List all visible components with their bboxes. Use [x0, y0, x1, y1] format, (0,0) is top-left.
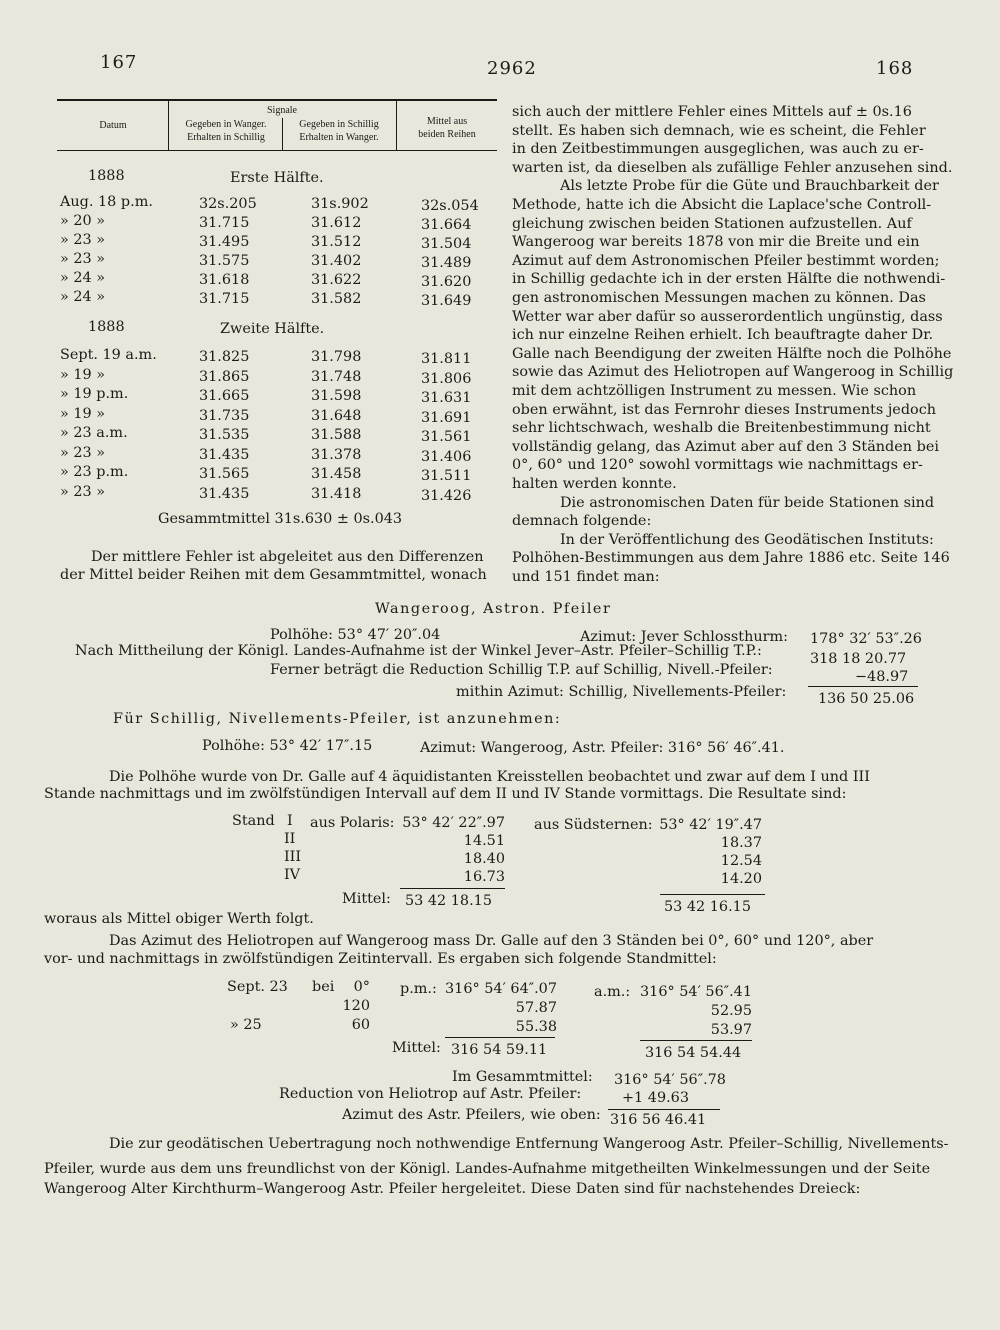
- azimut-angle: 120: [342, 998, 370, 1014]
- right-text-line: sich auch der mittlere Fehler eines Mittels auf ± 0s.16: [512, 104, 912, 120]
- table-cell-mittel: 32s.054: [421, 198, 479, 214]
- table-cell-gegeben-wanger: 31.715: [199, 291, 250, 307]
- polaris-value: 14.51: [463, 833, 505, 849]
- azimut-pfeiler-value: 316 56 46.41: [610, 1112, 707, 1128]
- azimut-pfeiler-label: Azimut des Astr. Pfeilers, wie oben:: [342, 1107, 601, 1123]
- azimut-angle: 0°: [353, 979, 370, 995]
- header-col3-line2: beiden Reihen: [418, 129, 476, 140]
- table-row-date: » 19 p.m.: [60, 386, 129, 402]
- right-text-line: mit dem achtzölligen Instrument zu messen. Wie schon: [512, 383, 917, 399]
- table-cell-mittel: 31.620: [421, 274, 472, 290]
- polaris-value: 16.73: [463, 869, 505, 885]
- azimut-am-value: 52.95: [710, 1003, 752, 1019]
- table-cell-gegeben-wanger: 31.665: [199, 388, 250, 404]
- azimut-angle: 60: [351, 1017, 370, 1033]
- table-row-date: » 23 p.m.: [60, 464, 129, 480]
- table-cell-mittel: 31.691: [421, 409, 472, 426]
- gesammt-label: Im Gesammtmittel:: [452, 1069, 593, 1085]
- polaris-stand: IV: [284, 867, 301, 883]
- table-cell-gegeben-schillig: 31.648: [311, 407, 362, 424]
- table-cell-gegeben-schillig: 31.598: [311, 388, 362, 404]
- polaris-stand: I: [287, 813, 293, 829]
- table-cell-gegeben-wanger: 31.575: [199, 253, 250, 269]
- table-row-date: » 19 »: [60, 366, 106, 383]
- wangeroog-line2-text: Nach Mittheilung der Königl. Landes-Aufnahme ist der Winkel Jever–Astr. Pfeiler–Schillig T.P.:: [75, 643, 762, 659]
- schillig-polhoehe: Polhöhe: 53° 42′ 17″.15: [202, 738, 373, 754]
- wangeroog-azimut-value: 178° 32′ 53″.26: [810, 631, 922, 647]
- right-text-line: demnach folgende:: [512, 513, 652, 530]
- table-row-date: » 23 »: [60, 483, 106, 500]
- table-cell-gegeben-wanger: 31.735: [199, 407, 250, 424]
- azimut-bei: bei: [312, 979, 335, 995]
- wangeroog-line4-text: mithin Azimut: Schillig, Nivellements-Pfeiler:: [456, 684, 787, 700]
- header-col2-line1: Gegeben in Schillig: [299, 119, 379, 130]
- polaris-stand: II: [284, 831, 296, 847]
- table-row-date: Sept. 19 a.m.: [60, 347, 157, 363]
- aus-polaris-label: aus Polaris:: [310, 815, 395, 831]
- table-cell-mittel: 31.489: [421, 255, 472, 271]
- table-cell-gegeben-schillig: 31.378: [311, 446, 362, 463]
- para3-line-1: Die zur geodätischen Uebertragung noch nothwendige Entfernung Wangeroog Astr. Pfeiler–Schillig, Nivellements-: [109, 1136, 949, 1152]
- wangeroog-azimut-label: Azimut: Jever Schlossthurm:: [580, 629, 788, 645]
- section2-year: 1888: [88, 319, 125, 335]
- gesammt-value: 316° 54′ 56″.78: [614, 1072, 726, 1088]
- header-col1-line2: Erhalten in Schillig: [187, 132, 265, 143]
- right-text-line: sehr lichtschwach, weshalb die Breitenbestimmung nicht: [512, 420, 931, 437]
- para1-line-2: Stande nachmittags und im zwölfstündigen Intervall auf dem II und IV Stande vormittags. Die Resultate sind:: [44, 786, 847, 802]
- section1-year: 1888: [88, 168, 125, 184]
- right-text-line: gleichung zwischen beiden Stationen aufzustellen. Auf: [512, 215, 912, 232]
- schillig-azimut: Azimut: Wangeroog, Astr. Pfeiler: 316° 56′ 46″.41.: [420, 740, 785, 756]
- polaris-mittel-value: 53 42 18.15: [405, 893, 492, 909]
- table-row-date: » 24 »: [60, 270, 106, 286]
- table-cell-mittel: 31.426: [421, 487, 472, 504]
- woraus-line: woraus als Mittel obiger Werth folgt.: [44, 911, 314, 927]
- azimut-mittel-am: 316 54 54.44: [645, 1045, 742, 1061]
- table-cell-mittel: 31.561: [421, 429, 472, 445]
- azimut-am-value: 316° 54′ 56″.41: [640, 984, 752, 1000]
- table-cell-gegeben-schillig: 31.582: [311, 291, 362, 307]
- table-cell-mittel: 31.511: [421, 468, 472, 484]
- table-cell-gegeben-wanger: 31.865: [199, 368, 250, 385]
- azimut-am-value: 53.97: [710, 1022, 752, 1038]
- table-row-date: » 23 »: [60, 444, 106, 461]
- table-cell-mittel: 31.406: [421, 448, 472, 465]
- right-text-line: 0°, 60° und 120° sowohl vormittags wie nachmittags er-: [512, 457, 923, 474]
- azimut-mittel-label: Mittel:: [392, 1040, 441, 1056]
- right-text-line: Polhöhen-Bestimmungen aus dem Jahre 1886 etc. Seite 146: [512, 550, 950, 567]
- table-cell-gegeben-schillig: 31.418: [311, 485, 362, 502]
- para1-line-1: Die Polhöhe wurde von Dr. Galle auf 4 äquidistanten Kreisstellen beobachtet und zwar auf dem I und III: [109, 769, 870, 785]
- polaris-stand: III: [284, 849, 302, 865]
- reduction-label: Reduction von Heliotrop auf Astr. Pfeiler:: [279, 1086, 582, 1102]
- wangeroog-line3-value: −48.97: [855, 669, 909, 685]
- table-cell-mittel: 31.631: [421, 390, 472, 406]
- wangeroog-polhoehe: Polhöhe: 53° 47′ 20″.04: [270, 627, 441, 643]
- table-cell-gegeben-schillig: 31.458: [311, 466, 362, 482]
- table-cell-gegeben-schillig: 31.748: [311, 368, 362, 385]
- table-cell-gegeben-schillig: 31.612: [311, 215, 362, 231]
- table-cell-gegeben-wanger: 31.618: [199, 272, 250, 288]
- header-signale: Signale: [267, 105, 297, 116]
- azimut-date-1: Sept. 23: [227, 979, 288, 995]
- table-row-date: » 23 »: [60, 251, 106, 267]
- para3-line-3: Wangeroog Alter Kirchthurm–Wangeroog Astr. Pfeiler hergeleitet. Diese Daten sind für nachstehendes Dreieck:: [44, 1181, 861, 1197]
- azimut-pm-value: 55.38: [515, 1019, 557, 1035]
- wangeroog-line4-value: 136 50 25.06: [818, 691, 915, 707]
- wangeroog-line2-value: 318 18 20.77: [810, 651, 907, 667]
- right-text-line: Als letzte Probe für die Güte und Brauchbarkeit der: [560, 178, 939, 195]
- right-text-line: warten ist, da dieselben als zufällige Fehler anzusehen sind.: [512, 159, 953, 176]
- left-text-line-2: der Mittel beider Reihen mit dem Gesammtmittel, wonach: [60, 567, 487, 583]
- sued-value: 12.54: [720, 853, 762, 869]
- table-cell-gegeben-wanger: 31.715: [199, 215, 250, 231]
- right-text-line: stellt. Es haben sich demnach, wie es scheint, die Fehler: [512, 122, 926, 139]
- azimut-mittel-pm: 316 54 59.11: [451, 1042, 548, 1058]
- section2-title: Zweite Hälfte.: [220, 321, 325, 337]
- right-text-line: halten werden konnte.: [512, 476, 677, 492]
- right-text-line: Die astronomischen Daten für beide Stationen sind: [560, 494, 935, 511]
- table-cell-gegeben-schillig: 31.588: [311, 427, 362, 443]
- polaris-value: 53° 42′ 22″.97: [402, 815, 505, 831]
- table-cell-mittel: 31.504: [421, 236, 472, 252]
- table-cell-gegeben-wanger: 31.435: [199, 485, 250, 502]
- header-col2-line2: Erhalten in Wanger.: [299, 132, 379, 143]
- para2-line-2: vor- und nachmittags in zwölfstündigen Zeitintervall. Es ergaben sich folgende Standmittel:: [44, 951, 717, 967]
- azimut-pm-label: p.m.:: [400, 981, 437, 997]
- reduction-value: +1 49.63: [622, 1090, 689, 1106]
- page-number-center: 2962: [487, 58, 537, 79]
- table-row-date: » 20 »: [60, 213, 106, 229]
- section1-title: Erste Hälfte.: [230, 170, 324, 186]
- table-cell-gegeben-wanger: 31.565: [199, 466, 250, 482]
- table-row-date: Aug. 18 p.m.: [60, 194, 153, 210]
- table-cell-gegeben-schillig: 31.798: [311, 349, 362, 365]
- sued-value: 53° 42′ 19″.47: [659, 817, 762, 833]
- sued-value: 18.37: [720, 835, 762, 851]
- table-row-date: » 23 »: [60, 232, 106, 248]
- table-cell-mittel: 31.664: [421, 217, 472, 233]
- azimut-date-3: » 25: [230, 1017, 262, 1033]
- wangeroog-heading: Wangeroog, Astron. Pfeiler: [375, 601, 612, 617]
- table-cell-gegeben-wanger: 31.495: [199, 234, 250, 250]
- right-text-line: gen astronomischen Messungen machen zu können. Das: [512, 290, 926, 306]
- aus-suedsternen-label: aus Südsternen:: [534, 817, 653, 833]
- right-text-line: Wetter war aber dafür so ausserordentlich ungünstig, dass: [512, 308, 943, 325]
- right-text-line: sowie das Azimut des Heliotropen auf Wangeroog in Schillig: [512, 364, 954, 381]
- right-text-line: vollständig gelang, das Azimut aber auf den 3 Ständen bei: [512, 438, 939, 455]
- stand-label: Stand: [232, 813, 275, 829]
- right-text-line: In der Veröffentlichung des Geodätischen Instituts:: [560, 531, 934, 548]
- table-cell-gegeben-wanger: 31.825: [199, 349, 250, 365]
- header-col1-line1: Gegeben in Wanger.: [185, 119, 267, 130]
- para3-line-2: Pfeiler, wurde aus dem uns freundlichst von der Königl. Landes-Aufnahme mitgetheilten Winkelmessungen und der Seite: [44, 1161, 931, 1177]
- azimut-am-label: a.m.:: [594, 984, 631, 1000]
- para2-line-1: Das Azimut des Heliotropen auf Wangeroog mass Dr. Galle auf den 3 Ständen bei 0°, 60° und 120°, aber: [109, 933, 874, 949]
- header-datum: Datum: [99, 120, 127, 131]
- table-cell-gegeben-schillig: 31.622: [311, 272, 362, 288]
- table-cell-gegeben-schillig: 31s.902: [311, 196, 369, 212]
- table-row-date: » 24 »: [60, 289, 106, 305]
- table-cell-mittel: 31.649: [421, 293, 472, 309]
- table-row-date: » 23 a.m.: [60, 425, 128, 441]
- right-text-line: Methode, hatte ich die Absicht die Laplace'sche Controll-: [512, 197, 932, 213]
- table-cell-gegeben-wanger: 31.435: [199, 446, 250, 463]
- table-row-date: » 19 »: [60, 405, 106, 422]
- table-cell-gegeben-wanger: 32s.205: [199, 196, 257, 212]
- right-text-line: in den Zeitbestimmungen ausgeglichen, was auch zu er-: [512, 141, 924, 158]
- left-text-line-1: Der mittlere Fehler ist abgeleitet aus den Differenzen: [91, 549, 484, 565]
- right-text-line: ich nur einzelne Reihen erhielt. Ich beauftragte daher Dr.: [512, 327, 934, 344]
- table-cell-gegeben-wanger: 31.535: [199, 427, 250, 443]
- right-text-line: oben erwähnt, ist das Fernrohr dieses Instruments jedoch: [512, 401, 937, 418]
- azimut-pm-value: 57.87: [515, 1000, 557, 1016]
- table-cell-mittel: 31.806: [421, 370, 472, 387]
- page-number-right: 168: [876, 58, 914, 79]
- header-col3-line1: Mittel aus: [426, 116, 468, 127]
- right-text-line: in Schillig gedachte ich in der ersten Hälfte die nothwendi-: [512, 271, 946, 288]
- right-text-line: und 151 findet man:: [512, 569, 660, 585]
- right-text-line: Azimut auf dem Astronomischen Pfeiler bestimmt worden;: [512, 252, 940, 269]
- azimut-pm-value: 316° 54′ 64″.07: [445, 981, 557, 997]
- polaris-value: 18.40: [463, 851, 505, 867]
- polaris-mittel-label: Mittel:: [342, 891, 391, 907]
- right-text-line: Wangeroog war bereits 1878 von mir die Breite und ein: [512, 234, 920, 251]
- page-number-left: 167: [100, 52, 138, 73]
- schillig-heading: Für Schillig, Nivellements-Pfeiler, ist anzunehmen:: [113, 711, 562, 727]
- table-cell-gegeben-schillig: 31.402: [311, 253, 362, 269]
- right-text-line: Galle nach Beendigung der zweiten Hälfte noch die Polhöhe: [512, 345, 952, 362]
- table-cell-mittel: 31.811: [421, 351, 472, 367]
- table-cell-gegeben-schillig: 31.512: [311, 234, 362, 250]
- sued-value: 14.20: [720, 871, 762, 887]
- sued-mittel-value: 53 42 16.15: [664, 899, 751, 915]
- gesammtmittel: Gesammtmittel 31s.630 ± 0s.043: [158, 511, 403, 527]
- wangeroog-line3-text: Ferner beträgt die Reduction Schillig T.P. auf Schillig, Nivell.-Pfeiler:: [270, 662, 773, 678]
